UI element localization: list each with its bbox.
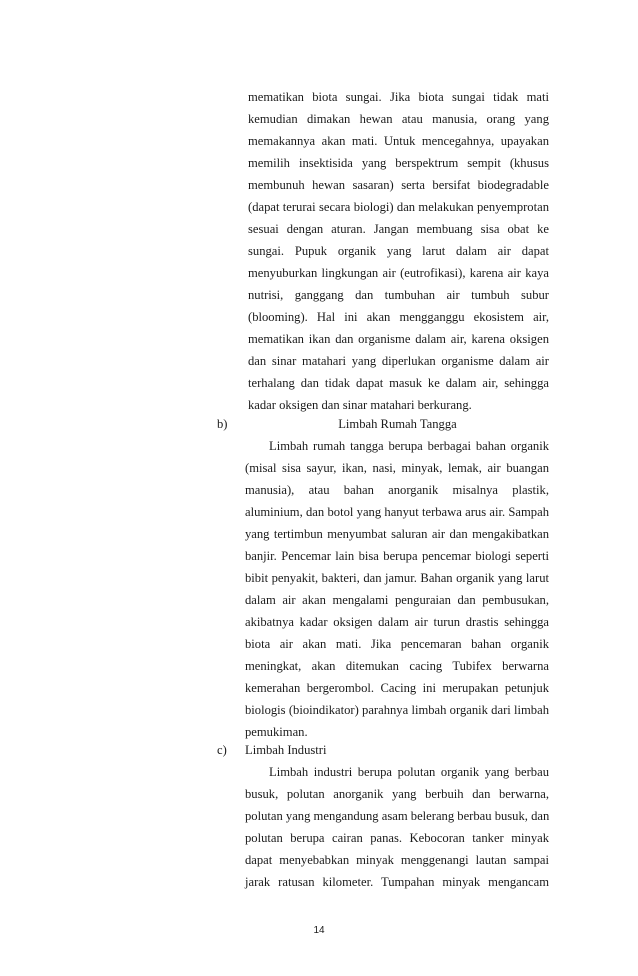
- paragraph-line: akibatnya kadar oksigen dalam air turun drastis sehingga: [245, 615, 549, 629]
- paragraph-line: banjir. Pencemar lain bisa berupa pencemar biologi seperti: [245, 549, 549, 563]
- paragraph-line: bibit penyakit, bakteri, dan jamur. Bahan organik yang larut: [245, 571, 549, 585]
- paragraph-line: membunuh hewan sasaran) serta bersifat biodegradable: [248, 178, 549, 192]
- paragraph-line: busuk, polutan anorganik yang berbuih dan berwarna,: [245, 787, 549, 801]
- paragraph-line: (blooming). Hal ini akan mengganggu ekosistem air,: [248, 310, 549, 324]
- paragraph-line: meningkat, akan ditemukan cacing Tubifex berwarna: [245, 659, 549, 673]
- paragraph-line: manusia), atau bahan anorganik misalnya plastik,: [245, 483, 549, 497]
- paragraph-line: biota air akan mati. Jika pencemaran bahan organik: [245, 637, 549, 651]
- paragraph-line: dalam air akan mengalami penguraian dan pembusukan,: [245, 593, 549, 607]
- paragraph-line: kemerahan bergerombol. Cacing ini merupakan petunjuk: [245, 681, 549, 695]
- paragraph-line: memilih insektisida yang berspektrum sempit (khusus: [248, 156, 549, 170]
- paragraph-line: jarak ratusan kilometer. Tumpahan minyak mengancam: [245, 875, 549, 889]
- paragraph-line: kadar oksigen dan sinar matahari berkurang.: [248, 398, 472, 412]
- paragraph-line: (dapat terurai secara biologi) dan melakukan penyemprotan: [248, 200, 549, 214]
- paragraph-line: (misal sisa sayur, ikan, nasi, minyak, lemak, air buangan: [245, 461, 549, 475]
- paragraph-line: kemudian dimakan hewan atau manusia, orang yang: [248, 112, 549, 126]
- paragraph-line: biologis (bioindikator) parahnya limbah organik dari limbah: [245, 703, 549, 717]
- paragraph-line: mematikan biota sungai. Jika biota sungai tidak mati: [248, 90, 549, 104]
- paragraph-line: terhalang dan tidak dapat masuk ke dalam air, sehingga: [248, 376, 549, 390]
- section-b-marker: b): [217, 417, 228, 431]
- section-c-marker: c): [217, 743, 227, 757]
- paragraph-line: pemukiman.: [245, 725, 308, 739]
- paragraph-line: nutrisi, ganggang dan tumbuhan air tumbuh subur: [248, 288, 549, 302]
- page-number: 14: [313, 925, 325, 936]
- section-c-title: Limbah Industri: [245, 743, 327, 757]
- paragraph-line: polutan berupa cairan panas. Kebocoran tanker minyak: [245, 831, 549, 845]
- paragraph-line: menyuburkan lingkungan air (eutrofikasi), karena air kaya: [248, 266, 549, 280]
- paragraph-line: memakannya akan mati. Untuk mencegahnya, upayakan: [248, 134, 549, 148]
- paragraph-line: mematikan ikan dan organisme dalam air, karena oksigen: [248, 332, 549, 346]
- paragraph-line: sesuai dengan aturan. Jangan membuang sisa obat ke: [248, 222, 549, 236]
- paragraph-line: aluminium, dan botol yang hanyut terbawa arus air. Sampah: [245, 505, 549, 519]
- paragraph-line: dan sinar matahari yang diperlukan organisme dalam air: [248, 354, 549, 368]
- paragraph-line: Limbah rumah tangga berupa berbagai bahan organik: [269, 439, 549, 453]
- paragraph-line: dapat menyebabkan minyak menggenangi lautan sampai: [245, 853, 549, 867]
- section-b-title: Limbah Rumah Tangga: [338, 417, 457, 431]
- paragraph-line: polutan yang mengandung asam belerang berbau busuk, dan: [245, 809, 550, 823]
- paragraph-line: Limbah industri berupa polutan organik yang berbau: [269, 765, 549, 779]
- paragraph-line: yang tertimbun menyumbat saluran air dan mengakibatkan: [245, 527, 549, 541]
- paragraph-line: sungai. Pupuk organik yang larut dalam air dapat: [248, 244, 549, 258]
